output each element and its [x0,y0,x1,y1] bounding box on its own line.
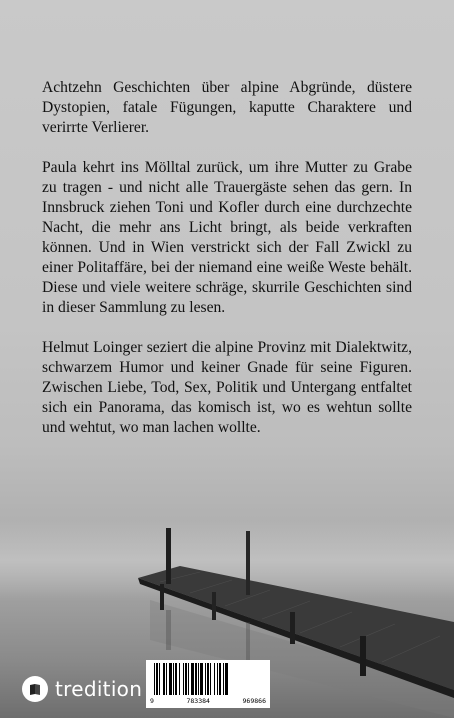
barcode-bar [214,663,215,695]
barcode-bar [205,663,206,695]
publisher-logo [22,676,142,702]
blurb-paragraph-1: Achtzehn Geschichten über alpine Abgründe, düstere Dystopien, fatale Fügungen, kaputte Charaktere und verirrte Verlierer. [42,79,412,136]
barcode-bar [179,663,180,695]
barcode-bar [169,663,172,695]
isbn-barcode [146,660,270,708]
barcode-bar [210,663,211,695]
barcode-bar [219,663,221,695]
publisher-name: tredition [55,677,143,701]
blurb-text [42,78,412,458]
barcode-bar [223,663,224,695]
barcode-digits [150,697,266,705]
barcode-bar [225,663,228,695]
barcode-bar [166,663,167,695]
barcode-digit-prefix: 9 [150,697,154,705]
barcode-bars [150,663,266,695]
barcode-bar [200,663,203,695]
barcode-bar [156,663,158,695]
barcode-bar [163,663,165,695]
barcode-bar [191,663,194,695]
barcode-digit-group-2: 969866 [242,697,266,705]
book-icon [22,676,48,702]
blurb-paragraph-3: Helmut Loinger seziert die alpine Provinz mit Dialektwitz, schwarzem Humor und keiner Gnade für seine Figuren. Zwischen Liebe, Tod, Sex, Politik und Untergang entfaltet sich ein Panorama, das komisch ist, wo es wehtun sollte und wehtut, wo man lachen wollte. [42,339,412,436]
barcode-bar [154,663,155,695]
barcode-bar [198,663,199,695]
barcode-bar [195,663,197,695]
barcode-bar [207,663,209,695]
barcode-bar [175,663,177,695]
barcode-bar [159,663,160,695]
barcode-bar [173,663,174,695]
barcode-bar [217,663,218,695]
barcode-bar [188,663,189,695]
blurb-paragraph-2: Paula kehrt ins Mölltal zurück, um ihre Mutter zu Grabe zu tragen - und nicht alle Trauergäste sehen das gern. In Innsbruck ziehen Toni und Kofler durch eine durchzechte Nacht, die mehr ans Licht bringt, als beide verkraften können. Und in Wien verstrickt sich der Fall Zwickl zu einer Politaffäre, bei der niemand eine weiße Weste behält. Diese und viele weitere schräge, skurrile Geschichten sind in dieser Sammlung zu lesen. [42,159,412,316]
barcode-digit-group-1: 783384 [186,697,210,705]
barcode-bar [185,663,187,695]
barcode-bar [183,663,184,695]
